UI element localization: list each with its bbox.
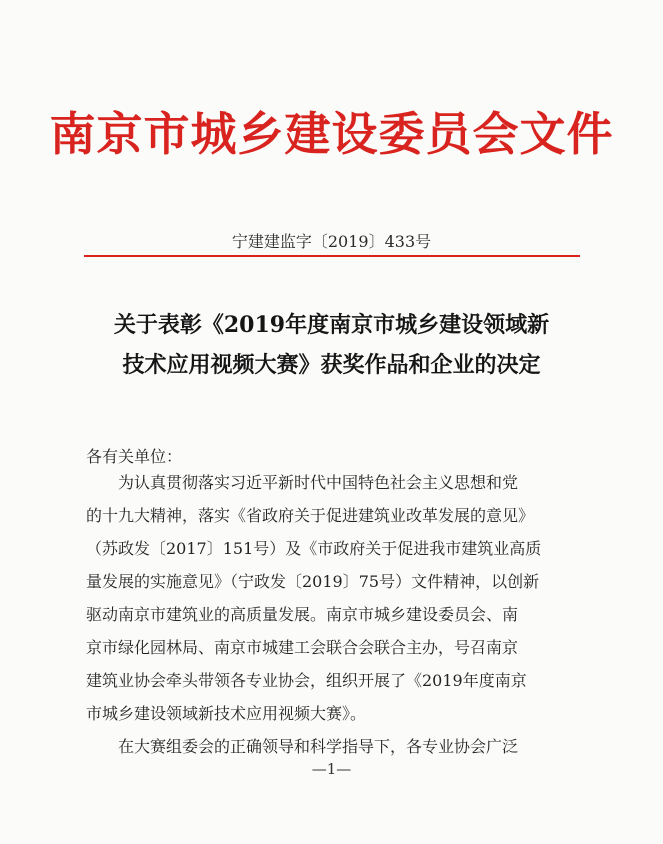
document-header-title: 南京市城乡建设委员会文件 <box>49 107 614 161</box>
red-divider <box>84 255 580 257</box>
body-line: 在大赛组委会的正确领导和科学指导下，各专业协会广泛 <box>118 737 519 756</box>
document-title-line-1: 关于表彰《2019年度南京市城乡建设领域新 <box>113 312 550 338</box>
body-line: 的十九大精神，落实《省政府关于促进建筑业改革发展的意见》 <box>86 506 535 525</box>
body-line: 为认真贯彻落实习近平新时代中国特色社会主义思想和党 <box>118 473 519 492</box>
body-line: 市城乡建设领域新技术应用视频大赛》。 <box>86 704 367 723</box>
document-title <box>0 305 663 385</box>
body-line: （苏政发〔2017〕151号）及《市政府关于促进我市建筑业高质 <box>86 539 542 558</box>
document-number: 宁建建监字〔2019〕433号 <box>231 232 432 251</box>
page-number: —1— <box>311 760 352 778</box>
body-line: 驱动南京市建筑业的高质量发展。南京市城乡建设委员会、南 <box>86 605 519 624</box>
body-line: 建筑业协会牵头带领各专业协会，组织开展了《2019年度南京 <box>86 671 527 690</box>
body-line: 量发展的实施意见》（宁政发〔2019〕75号）文件精神，以创新 <box>86 572 540 591</box>
document-title-line-2: 技术应用视频大赛》获奖作品和企业的决定 <box>122 352 541 378</box>
salutation: 各有关单位： <box>86 447 183 466</box>
body-line: 京市绿化园林局、南京市城建工会联合会联合主办，号召南京 <box>86 638 519 657</box>
document-body <box>86 466 582 763</box>
